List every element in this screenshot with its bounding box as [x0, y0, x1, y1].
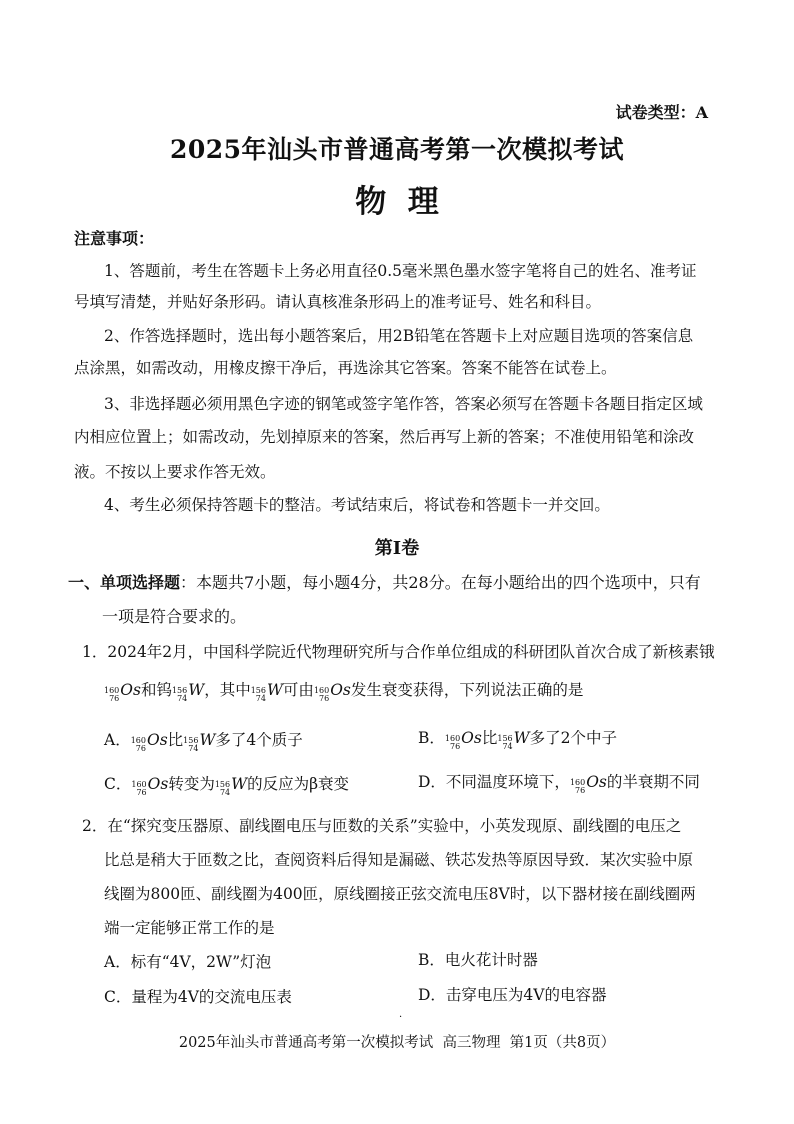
center-dot: · — [399, 1012, 403, 1023]
part-description: ：本题共7小题，每小题4分，共28分。在每小题给出的四个选项中，只有 — [180, 573, 701, 592]
part-description-cont: 一项是符合要求的。 — [102, 607, 247, 626]
q1-option-b: B． 160 76 Os 比 156 74 W 多了2个中子 — [418, 729, 617, 751]
q2-stem-line-4: 端一定能够正常工作的是 — [104, 919, 275, 937]
nuclide-os: 160 76 Os — [313, 681, 351, 703]
part-header — [68, 570, 701, 593]
q1-option-c: C． 160 76 Os 转变为 156 74 W 的反应为β衰变 — [104, 775, 350, 797]
notice-item-3-line-3: 液。不按以上要求作答无效。 — [74, 463, 276, 481]
nuclide-w: 156 74 W — [171, 681, 205, 703]
q2-option-d: D．击穿电压为4V的电容器 — [418, 986, 607, 1004]
notice-item-2-line-2: 点涂黑，如需改动，用橡皮擦干净后，再选涂其它答案。答案不能答在试卷上。 — [74, 359, 617, 377]
nuclide-os: 160 76 Os — [104, 681, 141, 703]
q1-stem-line-2: 160 76 Os 和钨 156 74 W ，其中 156 74 W 可由 160 76 Os 发生衰变获得，下列说法正确的是 — [104, 681, 584, 703]
notice-item-4-line-1: 4、考生必须保持答题卡的整洁。考试结束后，将试卷和答题卡一并交回。 — [104, 496, 610, 514]
notice-item-1-line-1: 1、答题前，考生在答题卡上务必用直径0.5毫米黑色墨水签字笔将自己的姓名、准考证 — [104, 262, 697, 280]
q1-option-a: A． 160 76 Os 比 156 74 W 多了4个质子 — [104, 731, 303, 753]
q2-stem-line-1: 2．在“探究变压器原、副线圈电压与匝数的关系”实验中，小英发现原、副线圈的电压之 — [82, 817, 682, 835]
notice-item-3-line-2: 内相应位置上；如需改动，先划掉原来的答案，然后再写上新的答案；不准使用铅笔和涂改 — [74, 428, 695, 446]
part-label: 一、单项选择题 — [68, 573, 181, 592]
notice-item-2-line-1: 2、作答选择题时，选出每小题答案后，用2B铅笔在答题卡上对应题目选项的答案信息 — [104, 327, 694, 345]
paper-type: 试卷类型：A — [615, 103, 708, 122]
q2-option-a: A．标有“4V，2W”灯泡 — [104, 953, 272, 971]
q1-stem-line-1: 1．2024年2月，中国科学院近代物理研究所与合作单位组成的科研团队首次合成了新核素锇 — [82, 643, 715, 661]
notice-item-1-line-2: 号填写清楚，并贴好条形码。请认真核准条形码上的准考证号、姓名和科目。 — [74, 293, 602, 311]
nuclide-w: 156 74 W — [250, 681, 283, 703]
notice-item-3-line-1: 3、非选择题必须用黑色字迹的钢笔或签字笔作答，答案必须写在答题卡各题目指定区域 — [104, 395, 703, 413]
notice-heading: 注意事项： — [74, 229, 155, 248]
q1-option-d: D．不同温度环境下， 160 76 Os 的半衰期不同 — [418, 773, 700, 795]
q2-option-b: B．电火花计时器 — [418, 951, 538, 969]
subject-title: 物 理 — [355, 184, 439, 220]
q2-option-c: C．量程为4V的交流电压表 — [104, 988, 292, 1006]
exam-title: 2025年汕头市普通高考第一次模拟考试 — [169, 135, 625, 164]
section-title: 第Ⅰ卷 — [374, 538, 420, 559]
q2-stem-line-2: 比总是稍大于匝数之比，查阅资料后得知是漏磁、铁芯发热等原因导致．某次实验中原 — [104, 851, 694, 869]
q2-stem-line-3: 线圈为800匝、副线圈为400匝，原线圈接正弦交流电压8V时，以下器材接在副线圈两 — [104, 885, 696, 903]
page-footer: 2025年汕头市普通高考第一次模拟考试 高三物理 第1页（共8页） — [178, 1035, 616, 1051]
